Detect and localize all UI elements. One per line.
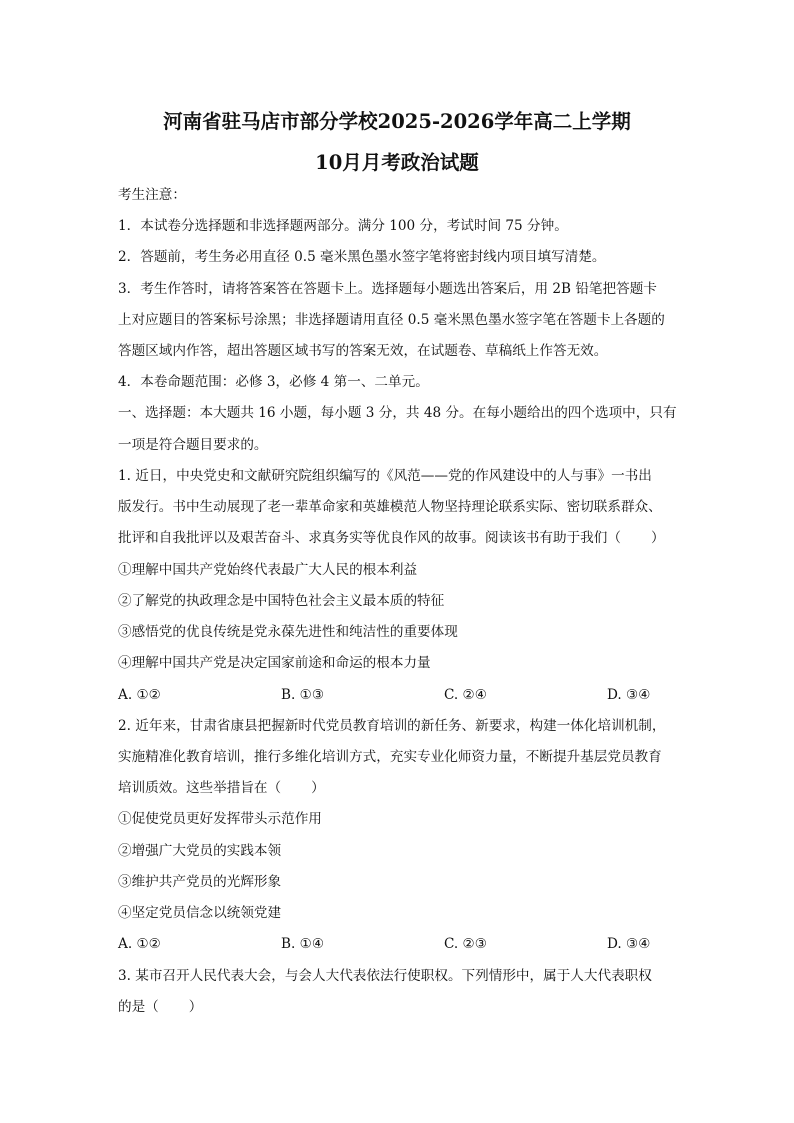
q2-item-2: ②增强广大党员的实践本领: [118, 843, 282, 859]
q2-option-c[interactable]: C. ②③: [444, 936, 487, 952]
q1-item-1: ①理解中国共产党始终代表最广大人民的根本利益: [118, 562, 418, 578]
section-heading: 一、选择题：本大题共 16 小题，每小题 3 分，共 48 分。在每小题给出的四个选项中，只有: [118, 405, 677, 421]
notice-item-4: 4．本卷命题范围：必修 3，必修 4 第一、二单元。: [118, 374, 429, 390]
q2-option-d[interactable]: D. ③④: [607, 936, 651, 952]
section-heading-cont: 一项是符合题目要求的。: [118, 437, 268, 453]
q2-item-4: ④坚定党员信念以统领党建: [118, 905, 282, 921]
exam-title-line1: 河南省驻马店市部分学校2025-2026学年高二上学期: [163, 110, 631, 133]
notice-item-1: 1．本试卷分选择题和非选择题两部分。满分 100 分，考试时间 75 分钟。: [118, 218, 568, 234]
q1-option-b[interactable]: B. ①③: [281, 687, 325, 703]
notice-heading: 考生注意：: [118, 187, 186, 203]
q1-stem-2: 版发行。书中生动展现了老一辈革命家和英雄模范人物坚持理论联系实际、密切联系群众、: [118, 499, 662, 515]
q2-stem-3: 培训质效。这些举措旨在（ ）: [118, 780, 325, 796]
q2-option-b[interactable]: B. ①④: [281, 936, 325, 952]
q1-option-a[interactable]: A. ①②: [118, 687, 161, 703]
q1-item-2: ②了解党的执政理念是中国特色社会主义最本质的特征: [118, 593, 445, 609]
q2-stem-1: 2. 近年来，甘肃省康县把握新时代党员教育培训的新任务、新要求，构建一体化培训机制，: [118, 718, 666, 734]
notice-item-3-cont: 上对应题目的答案标号涂黑；非选择题请用直径 0.5 毫米黑色墨水签字笔在答题卡上各题的: [118, 312, 665, 328]
notice-item-3-cont2: 答题区域内作答，超出答题区域书写的答案无效，在试题卷、草稿纸上作答无效。: [118, 343, 608, 359]
q3-stem-1: 3. 某市召开人民代表大会，与会人大代表依法行使职权。下列情形中，属于人大代表职权: [118, 968, 652, 984]
q1-option-c[interactable]: C. ②④: [444, 687, 487, 703]
q1-option-d[interactable]: D. ③④: [607, 687, 651, 703]
q2-stem-2: 实施精准化教育培训，推行多维化培训方式，充实专业化师资力量，不断提升基层党员教育: [118, 749, 662, 765]
q1-item-3: ③感悟党的优良传统是党永葆先进性和纯洁性的重要体现: [118, 624, 458, 640]
q2-item-3: ③维护共产党员的光辉形象: [118, 874, 282, 890]
q3-stem-2: 的是（ ）: [118, 999, 203, 1015]
q2-option-a[interactable]: A. ①②: [118, 936, 161, 952]
notice-item-2: 2．答题前，考生务必用直径 0.5 毫米黑色墨水签字笔将密封线内项目填写清楚。: [118, 249, 606, 265]
q2-item-1: ①促使党员更好发挥带头示范作用: [118, 811, 322, 827]
q1-stem-3: 批评和自我批评以及艰苦奋斗、求真务实等优良作风的故事。阅读该书有助于我们（ ）: [118, 530, 665, 546]
q1-stem-1: 1. 近日，中央党史和文献研究院组织编写的《风范——党的作风建设中的人与事》一书出: [118, 468, 652, 484]
notice-item-3: 3．考生作答时，请将答案答在答题卡上。选择题每小题选出答案后，用 2B 铅笔把答题卡: [118, 281, 657, 297]
exam-title-line2: 10月月考政治试题: [315, 151, 479, 174]
q1-item-4: ④理解中国共产党是决定国家前途和命运的根本力量: [118, 655, 431, 671]
